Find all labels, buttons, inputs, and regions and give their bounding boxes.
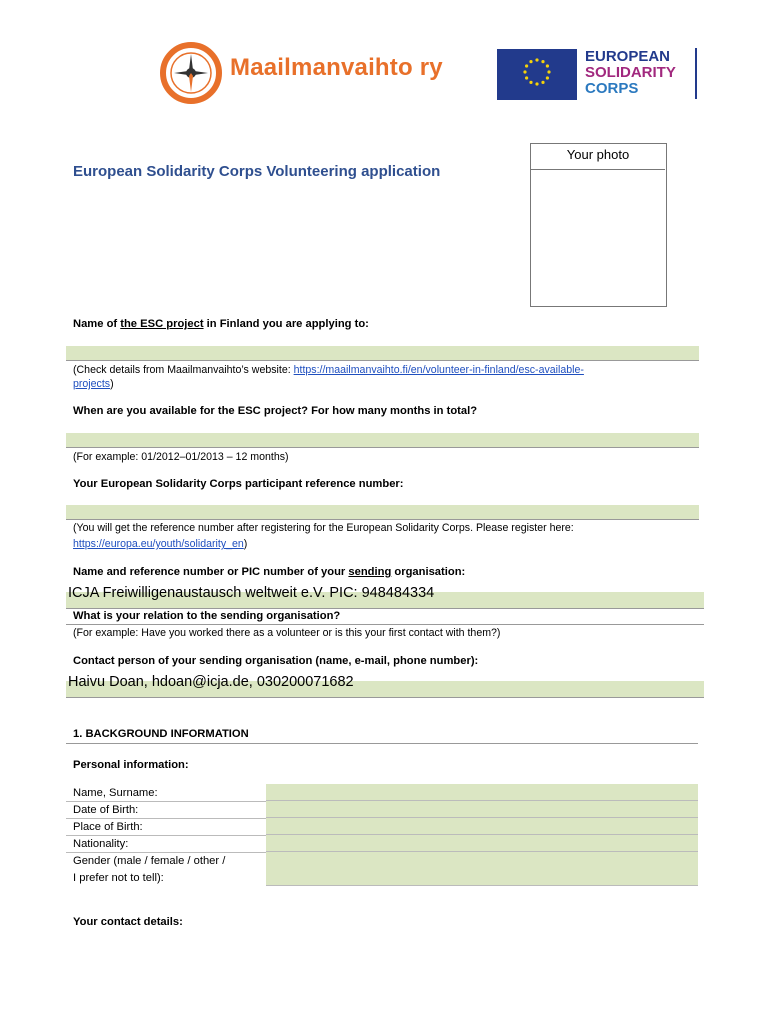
availability-note: (For example: 01/2012–01/2013 – 12 months) xyxy=(73,451,289,463)
contact-value: Haivu Doan, hdoan@icja.de, 030200071682 xyxy=(68,674,354,690)
project-q-prefix: Name of xyxy=(73,318,121,330)
photo-box[interactable] xyxy=(530,143,667,307)
esc-line-3: CORPS xyxy=(585,80,639,97)
relation-note: (For example: Have you worked there as a volunteer or is this your first contact with them?) xyxy=(73,627,501,639)
sending-question xyxy=(73,566,465,578)
project-note xyxy=(73,364,584,376)
sending-q-suffix: organisation: xyxy=(391,566,466,578)
project-link-2[interactable]: projects xyxy=(73,378,111,390)
sending-q-underlined: sending xyxy=(348,566,392,578)
pob-label: Place of Birth: xyxy=(73,821,143,833)
table-row xyxy=(66,784,698,801)
project-note-line2 xyxy=(73,378,114,390)
reference-question: Your European Solidarity Corps participant reference number: xyxy=(73,478,404,490)
reference-note-line2 xyxy=(73,538,247,550)
project-question xyxy=(73,318,369,330)
reference-note-suffix: ) xyxy=(243,538,248,550)
background-heading: 1. BACKGROUND INFORMATION xyxy=(73,728,249,740)
org-name: Maailmanvaihto ry xyxy=(230,54,443,81)
table-row xyxy=(66,801,698,818)
project-q-underlined: the ESC project xyxy=(120,318,204,330)
reference-link[interactable]: https://europa.eu/youth/solidarity_en xyxy=(73,538,244,550)
table-row xyxy=(66,835,698,852)
esc-logo-bar xyxy=(695,48,697,99)
dob-label: Date of Birth: xyxy=(73,804,139,816)
availability-question: When are you available for the ESC project? For how many months in total? xyxy=(73,405,478,417)
personal-heading: Personal information: xyxy=(73,759,189,771)
project-note-prefix: (Check details from Maailmanvaihto’s website: xyxy=(73,364,294,376)
nationality-field[interactable] xyxy=(266,835,698,852)
availability-field[interactable] xyxy=(66,433,699,448)
relation-line xyxy=(66,624,704,625)
reference-note: (You will get the reference number after registering for the European Solidarity Corps. Please register here: xyxy=(73,522,574,534)
table-row xyxy=(66,818,698,835)
document-title: European Solidarity Corps Volunteering application xyxy=(73,163,441,180)
project-link[interactable]: https://maailmanvaihto.fi/en/volunteer-in-finland/esc-available- xyxy=(293,364,584,376)
gender-field[interactable] xyxy=(266,852,698,886)
maailmanvaihto-logo-icon xyxy=(160,42,222,104)
reference-field[interactable] xyxy=(66,505,699,520)
esc-wordmark xyxy=(585,49,676,97)
project-q-suffix: in Finland you are applying to: xyxy=(203,318,369,330)
nationality-label: Nationality: xyxy=(73,838,129,850)
esc-line-2: SOLIDARITY xyxy=(585,64,676,81)
project-note-suffix: ) xyxy=(110,378,114,390)
name-field[interactable] xyxy=(266,784,698,801)
background-line xyxy=(66,743,698,744)
pob-field[interactable] xyxy=(266,818,698,835)
table-row xyxy=(66,852,698,886)
esc-line-1: EUROPEAN xyxy=(585,48,671,65)
dob-field[interactable] xyxy=(266,801,698,818)
name-label: Name, Surname: xyxy=(73,787,158,799)
photo-divider xyxy=(531,169,665,170)
gender-label-line1: Gender (male / female / other / xyxy=(73,855,226,867)
relation-question: What is your relation to the sending organisation? xyxy=(73,610,341,622)
eu-flag-icon xyxy=(497,47,579,101)
project-field[interactable] xyxy=(66,346,699,361)
sending-value: ICJA Freiwilligenaustausch weltweit e.V. PIC: 948484334 xyxy=(68,585,435,601)
contact-details-heading: Your contact details: xyxy=(73,916,183,928)
photo-label: Your photo xyxy=(566,147,630,162)
sending-q-prefix: Name and reference number or PIC number of your xyxy=(73,566,349,578)
contact-question: Contact person of your sending organisation (name, e-mail, phone number): xyxy=(73,655,479,667)
gender-label-line2: I prefer not to tell): xyxy=(73,872,164,884)
